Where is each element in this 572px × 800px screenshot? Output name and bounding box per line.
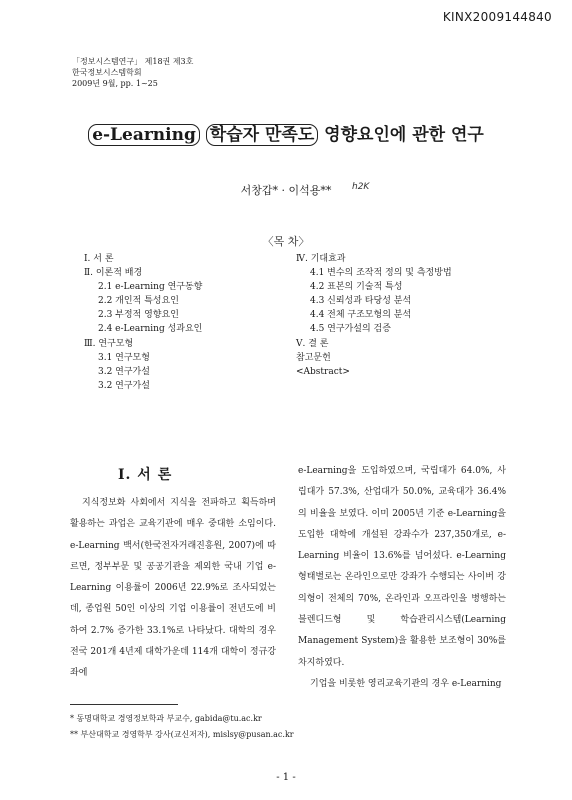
body-paragraph: 지식정보화 사회에서 지식을 전파하고 획득하며 활용하는 과업은 교육기관에 매우 중대한 소임이다. e-Learning 백서(한국전자거래진흥원, 2007)에 따르면, 정부부문 및 공공기관을 제외한 국내 기업 e-Learning 이용률이 2006년 22.9%로 조사되었는데, 종업원 50인 이상의 기업 이용률이 전년도에 비하여 2.7% 증가한 33.1%로 나타났다. 대학의 경우 전국 201개 4년제 대학가운데 114개 대학이 정규강좌에 [70, 498, 276, 679]
toc-left-column [84, 252, 202, 393]
toc-right-column [296, 252, 452, 379]
toc-entry: 4.1 변수의 조작적 정의 및 측정방법 [310, 268, 452, 279]
issue-date-pages: 2009년 9월, pp. 1~25 [72, 79, 158, 88]
title-highlight-elearning: e-Learning [88, 124, 200, 146]
toc-entry: 4.5 연구가설의 검증 [310, 324, 391, 335]
title-highlight-satisfaction: 학습자 만족도 [206, 124, 318, 146]
journal-name: 「정보시스템연구」 제18권 제3호 [72, 57, 194, 66]
paper-title [0, 120, 572, 145]
society-name: 한국정보시스템학회 [72, 68, 142, 77]
toc-entry: 3.1 연구모형 [98, 352, 150, 363]
toc-entry: <Abstract> [296, 366, 350, 377]
toc-entry: 2.1 e-Learning 연구동향 [98, 282, 203, 293]
toc-entry: Ⅲ. 연구모형 [84, 338, 134, 349]
toc-entry: 3.2 연구가설 [98, 366, 150, 377]
toc-entry: 2.4 e-Learning 성과요인 [98, 324, 203, 335]
handwritten-note: h2K [352, 182, 370, 192]
footnotes [70, 711, 294, 743]
toc-entry: Ⅳ. 기대효과 [296, 254, 346, 264]
toc-entry: 4.4 전체 구조모형의 분석 [310, 310, 412, 321]
footnote: ** 부산대학교 경영학부 강사(교신저자), mislsy@pusan.ac.kr [70, 730, 294, 739]
title-rest: 영향요인에 관한 연구 [324, 125, 484, 145]
toc-entry: 참고문헌 [296, 352, 331, 363]
page-number: - 1 - [276, 772, 296, 783]
toc-entry: 2.3 부정적 영향요인 [98, 310, 179, 321]
toc-entry: 2.2 개인적 특성요인 [98, 296, 179, 307]
authors: 서창갑* · 이석용** [240, 184, 332, 197]
journal-info [72, 56, 193, 89]
toc-entry: 3.2 연구가설 [98, 380, 150, 391]
body-right-column [298, 461, 506, 695]
toc-entry: 4.2 표본의 기술적 특성 [310, 282, 403, 293]
body-left-column [70, 493, 276, 685]
toc-entry: 4.3 신뢰성과 타당성 분석 [310, 296, 412, 307]
footnote: * 동명대학교 경영정보학과 부교수, gabida@tu.ac.kr [70, 714, 262, 723]
toc-heading: 〈목 차〉 [262, 235, 310, 248]
toc-entry: Ⅰ. 서 론 [84, 254, 114, 264]
body-paragraph: e-Learning을 도입하였으며, 국립대가 64.0%, 사립대가 57.3%, 산업대가 50.0%, 교육대가 36.4%의 비율을 보였다. 이미 2005년 기준 e-Learning을 도입한 대학에 개설된 강좌수가 237,350개로, e-Learning 비율이 13.6%를 넘어섰다. e-Learning 형태별로는 온라인으로만 강좌가 수행되는 사이버 강의형이 전체의 70%, 온라인과 오프라인을 병행하는 블렌디드형 및 학습관리시스템(Learning Management System)을 활용한 보조형이 30%를 차지하였다. [298, 466, 506, 668]
toc-entry: Ⅱ. 이론적 배경 [84, 268, 143, 279]
document-id: KINX2009144840 [442, 10, 552, 24]
body-paragraph: 기업을 비롯한 영리교육기관의 경우 e-Learning [310, 678, 502, 689]
toc-entry: Ⅴ. 결 론 [296, 338, 329, 349]
footnote-divider [70, 704, 178, 705]
section-title: Ⅰ. 서 론 [118, 467, 173, 483]
